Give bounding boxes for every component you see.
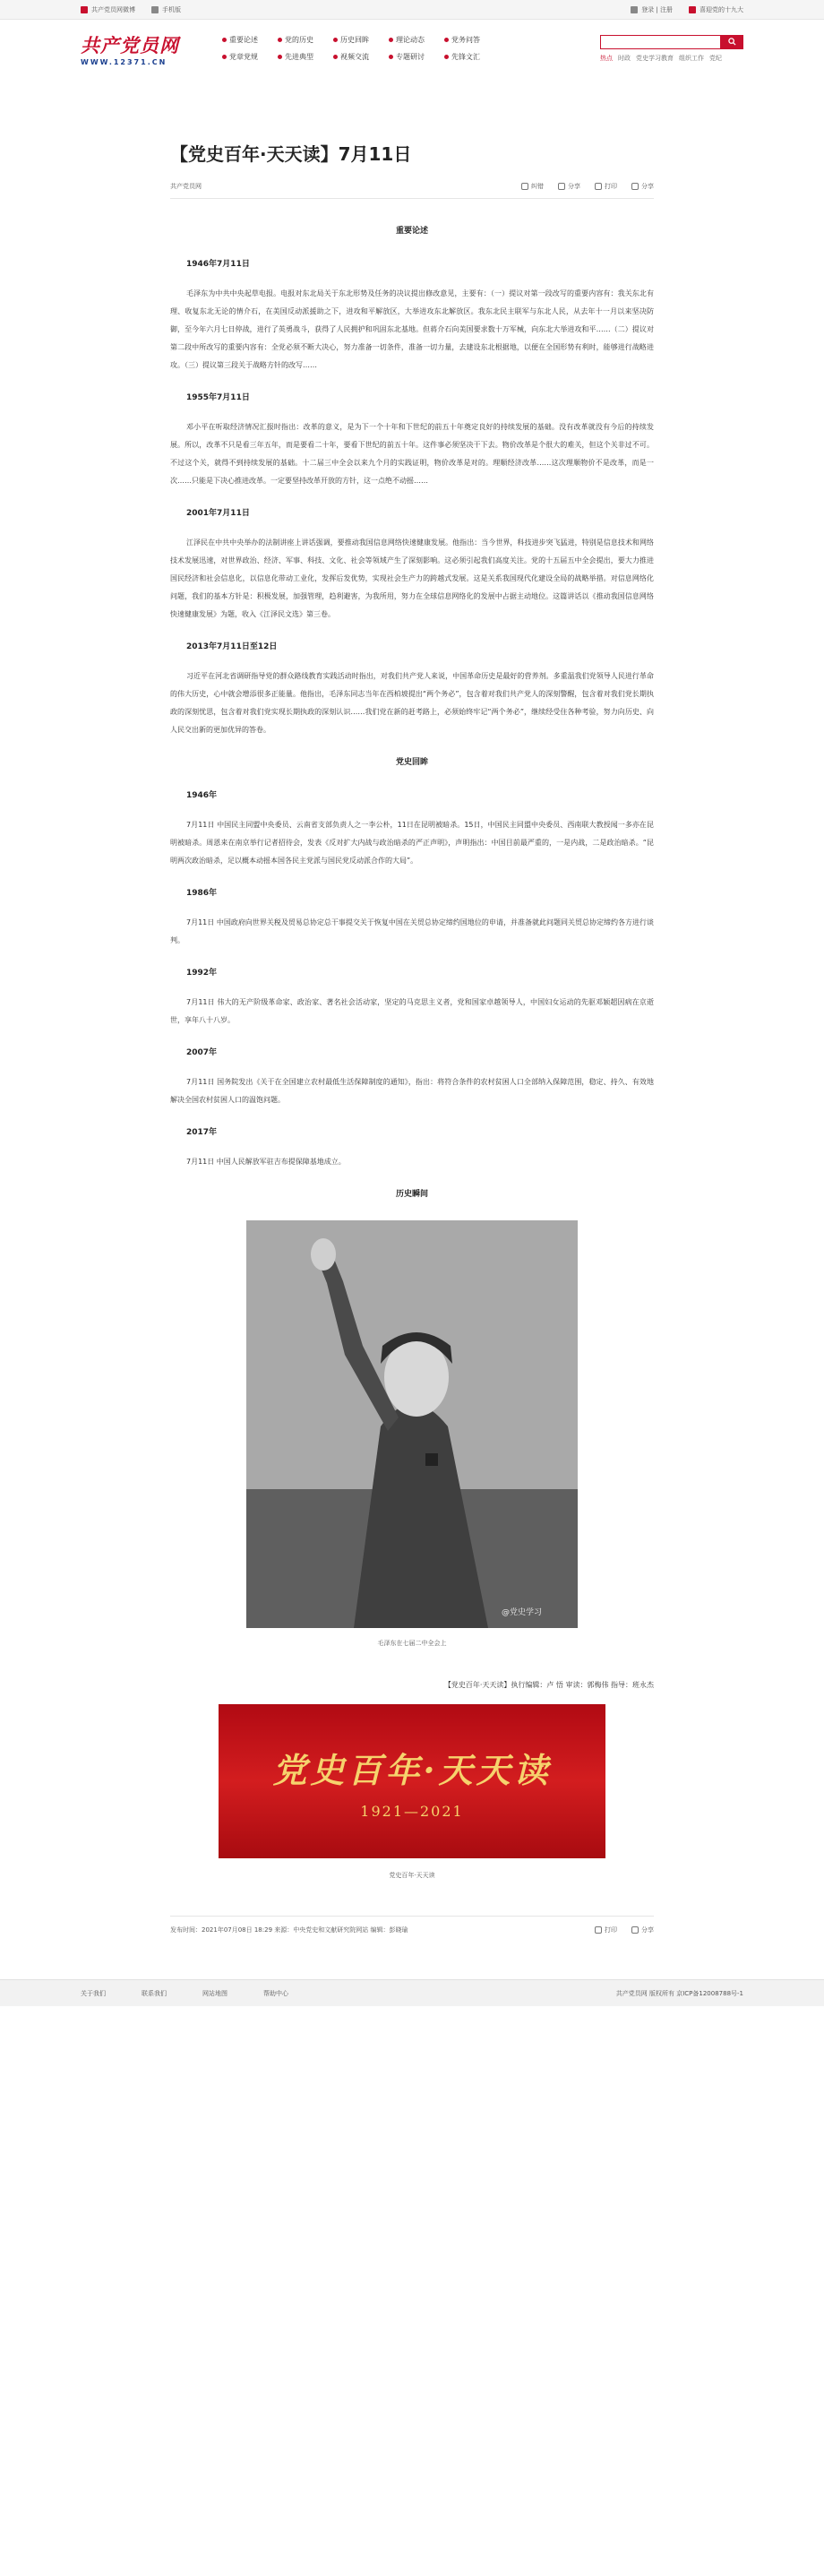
weibo-label: 共产党员网微博 xyxy=(91,6,135,13)
publish-info: 发布时间：2021年07月08日 18:29 来源：中央党史和文献研究院网站 编辑：彭晓瑜 xyxy=(170,1926,408,1934)
bullet-icon xyxy=(389,55,393,59)
mobile-icon xyxy=(151,6,159,13)
year-heading: 1946年 xyxy=(186,791,218,800)
date-heading: 1955年7月11日 xyxy=(186,393,250,402)
nav-label: 先锋文汇 xyxy=(451,53,480,61)
bullet-icon xyxy=(444,55,449,59)
bullet-icon xyxy=(333,38,338,42)
bullet-icon xyxy=(389,38,393,42)
section-title: 重要论述 xyxy=(395,227,428,236)
nav-item[interactable] xyxy=(222,35,278,45)
share-button-bottom[interactable] xyxy=(631,1926,654,1934)
nav-label: 党的历史 xyxy=(285,36,313,44)
hot-links xyxy=(600,54,743,63)
weibo-icon xyxy=(81,6,88,13)
nav-item[interactable] xyxy=(222,52,278,62)
nav-label: 专题研讨 xyxy=(396,53,425,61)
share-button-2[interactable] xyxy=(631,182,654,191)
share-icon xyxy=(631,183,639,190)
mobile-link[interactable] xyxy=(151,5,181,14)
bullet-icon xyxy=(278,55,282,59)
article-title: 【党史百年·天天读】7月11日 xyxy=(170,143,412,165)
year-heading: 2017年 xyxy=(186,1128,218,1137)
nav-label: 先进典型 xyxy=(285,53,313,61)
hot-link[interactable]: 时政 xyxy=(618,54,631,62)
print-button[interactable] xyxy=(595,182,617,191)
paragraph: 7月11日 国务院发出《关于在全国建立农村最低生活保障制度的通知》，指出：将符合条件的农村贫困人口全部纳入保障范围，稳定、持久、有效地解决全国农村贫困人口的温饱问题。 xyxy=(170,1078,654,1104)
action-label: 分享 xyxy=(641,1926,654,1934)
historical-photo xyxy=(246,1220,578,1628)
slogan-label: 喜迎党的十九大 xyxy=(700,6,743,13)
year-heading: 1986年 xyxy=(186,889,218,898)
correction-button[interactable] xyxy=(521,182,544,191)
date-heading: 2013年7月11日至12日 xyxy=(186,642,278,651)
login-label: 登录 | 注册 xyxy=(641,6,673,13)
nav-label: 党务问答 xyxy=(451,36,480,44)
action-label: 打印 xyxy=(605,183,617,190)
nav-item[interactable] xyxy=(278,52,333,62)
main-nav xyxy=(222,35,500,62)
nav-label: 历史回眸 xyxy=(340,36,369,44)
paragraph: 7月11日 中国人民解放军驻吉布提保障基地成立。 xyxy=(186,1158,346,1166)
hot-link[interactable]: 党纪 xyxy=(709,54,722,62)
article-source: 共产党员网 xyxy=(170,183,202,190)
hot-link[interactable]: 党史学习教育 xyxy=(636,54,674,62)
paragraph: 邓小平在听取经济情况汇报时指出：改革的意义，是为下一个十年和下世纪的前五十年奠定良好的持续发展的基础。没有改革就没有今后的持续发展。所以，改革不只是看三年五年，而是要看二十年，要看下世纪的前五十年。这件事必须坚决干下去。物价改革是个很大的难关，但这个关非过不可。不过这个关，就得不到持续发展的基础。十二届三中全会以来九个月的实践证明，物价改革是对的。理顺经济改革……这次理顺物价不是改革，而是一次……只能是下决心推进改革。一定要坚持改革开放的方针，这一点绝不动摇…… xyxy=(170,423,654,485)
paragraph: 江泽民在中共中央举办的法制讲座上讲话强调，要推动我国信息网络快速健康发展。他指出：当今世界，科技进步突飞猛进，特别是信息技术和网络技术发展迅速，对世界政治、经济、军事、科技、文化、社会等领域产生了深刻影响。这必须引起我们高度关注。党的十五届五中全会提出，要大力推进国民经济和社会信息化，以信息化带动工业化，发挥后发优势，实现社会生产力的跨越式发展。这是关系我国现代化建设全局的战略举措。对信息网络化问题，我们的基本方针是：积极发展，加强管理，趋利避害，为我所用，努力在全球信息网络化的发展中占据主动地位。这篇讲话以《推动我国信息网络快速健康发展》为题，收入《江泽民文选》第三卷。 xyxy=(170,538,654,618)
action-label: 分享 xyxy=(641,183,654,190)
top-bar xyxy=(0,0,824,20)
search-input[interactable] xyxy=(600,35,720,49)
bullet-icon xyxy=(222,38,227,42)
share-icon xyxy=(558,183,565,190)
paragraph: 7月11日 中国政府向世界关税及贸易总协定总干事提交关于恢复中国在关贸总协定缔约国地位的申请，并准备就此问题同关贸总协定缔约各方进行谈判。 xyxy=(170,918,654,944)
bullet-icon xyxy=(222,55,227,59)
site-logo[interactable] xyxy=(81,26,206,71)
section-title: 历史瞬间 xyxy=(395,1190,428,1199)
footer-link[interactable]: 关于我们 xyxy=(81,1990,106,1997)
nav-item[interactable] xyxy=(333,35,389,45)
paragraph: 毛泽东为中共中央起草电报。电报对东北局关于东北形势及任务的决议提出修改意见，主要有：（一）提议对第一段改写的重要内容有：我关东北有理、收复东北无论的情介石，在美国反动派援助之下，进攻和平解放区，大举进攻东北解放区。我东北民主联军与东北人民，从去年十一月以来坚决防御，至今年六月七日停战，进行了英勇战斗，获得了人民拥护和巩固东北基地。但蒋介石向美国要求数十万军械，向东北大举进攻和平……（二）提议对第二段中所改写的重要内容有：全党必须不断大决心，努力准备一切条件，准备一切力量，去建设东北根据地，以便在全国形势有利时，能够进行战略进攻。（三）提议第三段关于战略方针的改写…… xyxy=(170,289,654,369)
hot-link[interactable]: 组织工作 xyxy=(679,54,704,62)
flag-icon xyxy=(689,6,696,13)
nav-item[interactable] xyxy=(278,35,333,45)
search-icon xyxy=(728,38,736,46)
nav-label: 视频交流 xyxy=(340,53,369,61)
bullet-icon xyxy=(333,55,338,59)
article-footer-meta xyxy=(170,1916,654,1943)
nav-item[interactable] xyxy=(389,52,444,62)
share-button[interactable] xyxy=(558,182,580,191)
nav-item[interactable] xyxy=(444,52,500,62)
date-heading: 1946年7月11日 xyxy=(186,260,250,269)
print-button-bottom[interactable] xyxy=(595,1926,617,1934)
nav-label: 理论动态 xyxy=(396,36,425,44)
article-meta xyxy=(170,182,654,199)
article xyxy=(170,77,654,1943)
nav-label: 党章党规 xyxy=(229,53,258,61)
photo-illustration xyxy=(246,1220,578,1628)
user-icon xyxy=(631,6,638,13)
copyright: 共产党员网 版权所有 京ICP备12008788号-1 xyxy=(615,1990,743,1997)
action-label: 打印 xyxy=(605,1926,617,1934)
edit-icon xyxy=(521,183,528,190)
logo-text: 共产党员网 xyxy=(81,33,179,56)
photo-caption: 毛泽东在七届二中全会上 xyxy=(377,1640,447,1647)
section-title: 党史回眸 xyxy=(395,758,428,767)
paragraph: 7月11日 伟大的无产阶级革命家、政治家、著名社会活动家，坚定的马克思主义者，党和国家卓越领导人，中国妇女运动的先驱邓颖超因病在京逝世，享年八十八岁。 xyxy=(170,998,654,1024)
site-header xyxy=(81,20,743,77)
date-heading: 2001年7月11日 xyxy=(186,509,250,518)
banner-years: 1921—2021 xyxy=(360,1803,464,1820)
editor-credit: 【党史百年·天天读】执行编辑：卢 悟 审读：郭梅伟 指导：班永杰 xyxy=(443,1681,654,1689)
banner-title: 党史百年·天天读 xyxy=(272,1750,552,1790)
login-link[interactable] xyxy=(631,5,673,14)
search-button[interactable] xyxy=(720,35,743,49)
photo-watermark: @党史学习 xyxy=(501,1608,542,1617)
paragraph: 习近平在河北省调研指导党的群众路线教育实践活动时指出，对我们共产党人来说，中国革命历史是最好的营养剂。多重温我们党领导人民进行革命的伟大历史，心中就会增添很多正能量。他指出，毛泽东同志当年在西柏坡提出“两个务必”，包含着对我们共产党人的深刻警醒，包含着对我们党长期执政的深刻忧思，包含着对我们党实现长期执政的深刻认识……我们党在新的赶考路上，必须始终牢记“两个务必”，继续经受住各种考验，努力向历史、向人民交出新的更加优异的答卷。 xyxy=(170,672,654,734)
weibo-link[interactable] xyxy=(81,5,135,14)
slogan-link[interactable] xyxy=(689,5,743,14)
print-icon xyxy=(595,183,602,190)
footer-link[interactable]: 帮助中心 xyxy=(263,1990,288,1997)
footer-link[interactable]: 联系我们 xyxy=(142,1990,167,1997)
banner-caption: 党史百年·天天读 xyxy=(389,1872,435,1879)
series-banner xyxy=(219,1704,605,1858)
action-label: 分享 xyxy=(568,183,580,190)
nav-item[interactable] xyxy=(333,52,389,62)
site-footer xyxy=(0,1979,824,2006)
action-label: 纠错 xyxy=(531,183,544,190)
print-icon xyxy=(595,1926,602,1934)
mobile-label: 手机版 xyxy=(162,6,181,13)
paragraph: 7月11日 中国民主同盟中央委员、云南省支部负责人之一李公朴，11日在昆明被暗杀。15日，中国民主同盟中央委员、西南联大教授闻一多亦在昆明被暗杀。周恩来在南京举行记者招待会，发表《反对扩大内战与政治暗杀的严正声明》，声明指出：中国目前最严重的，一是内战，二是政治暗杀。“昆明两次政治暗杀，足以概本动摇本国各民主党派与国民党反动派合作的大局”。 xyxy=(170,821,654,865)
logo-url: WWW.12371.CN xyxy=(81,57,167,66)
hot-link[interactable]: 热点 xyxy=(600,54,613,62)
year-heading: 1992年 xyxy=(186,969,218,978)
search-area xyxy=(600,35,743,63)
share-icon xyxy=(631,1926,639,1934)
nav-label: 重要论述 xyxy=(229,36,258,44)
nav-item[interactable] xyxy=(444,35,500,45)
bullet-icon xyxy=(444,38,449,42)
nav-item[interactable] xyxy=(389,35,444,45)
year-heading: 2007年 xyxy=(186,1048,218,1057)
footer-link[interactable]: 网站地图 xyxy=(202,1990,227,1997)
bullet-icon xyxy=(278,38,282,42)
